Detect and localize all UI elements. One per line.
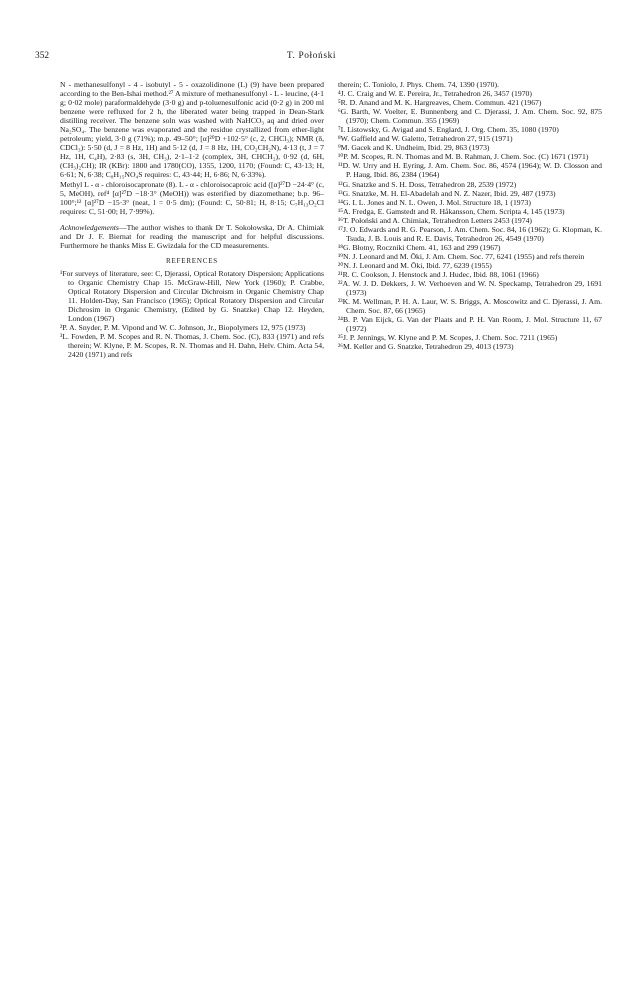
reference-item: ¹⁵A. Fredga, E. Gamstedt and R. Håkansson, Chem. Scripta 4, 145 (1973) <box>338 206 565 216</box>
experimental-paragraph-oxazolidinone: N - methanesulfonyl - 4 - isobutyl - 5 - oxazolidinone (L) (9) have been prepared according to the Ben-Ishai method.²⁷ A mixture of methanesulfonyl - L - leucine, (4·1 g; 0·02 mole) paraformaldehyde (3·0 g) and p-toluenesulfonic acid (0·2 g) in 200 ml benzene were refluxed for 2 h, the liberated water being trapped in Dean-Stark distilling receiver. The benzene soln was washed with NaHCO₃ aq and dried over Na₂SO₄. The benzene was evaporated and the residue crystallized from ether-light petroleum; yield, 3·0 g (71%); m.p. 49–50°; [α]²⁰D +102·5° (c, 2, CHCl₃); NMR (δ, CDCl₃): 5·50 (d, J = 8 Hz, 1H) and 5·12 (d, J = 8 Hz, 1H, CO₂CH₂N), 4·13 (t, J = 7 Hz, 1H, C₄H), 2·83 (s, 3H, CH₃), 2·1–1·2 (complex, 3H, CHCH₂), 0·92 (d, 6H, (CH₃)₂CH); IR (KBr): 1800 and 1780(CO), 1355, 1200, 1170; (Found: C, 43·13; H, 6·61; N, 6·38; C₈H₁₅NO₄S requires: C, 43·44; H, 6·86; N, 6·33%). <box>60 80 324 180</box>
reference-item: ²⁰N. J. Leonard and M. Ōki, Ibid. 77, 6239 (1955) <box>338 260 492 270</box>
experimental-paragraph-chloroisocapronate: Methyl L - α - chloroisocapronate (8). L - α - chloroisocaproic acid ([α]²⁷D −24·4° (c, 5, MeOH), ref⁴ [α]²⁷D −18·3° (MeOH)) was esterified by diazomethane; b.p. 96–100°;¹² [α]²⁷D −15·3° (neat, l = 0·5 dm); (Found: C, 50·81; H, 8·15; C₇H₁₃O₂Cl requires: C, 51·00; H, 7·99%). <box>60 179 324 216</box>
reference-item: ²¹R. C. Cookson, J. Henstock and J. Hudec, Ibid. 88, 1061 (1966) <box>338 269 539 279</box>
reference-item: ¹¹D. W. Urry and H. Eyring, J. Am. Chem. Soc. 86, 4574 (1964); W. D. Closson and P. Haug, Ibid. 86, 2384 (1964) <box>338 161 602 180</box>
reference-item: ¹⁰P. M. Scopes, R. N. Thomas and M. B. Rahman, J. Chem. Soc. (C) 1671 (1971) <box>338 152 589 162</box>
acknowledgements <box>60 223 324 250</box>
reference-item: ⁷I. Listowsky, G. Avigad and S. Englard, J. Org. Chem. 35, 1080 (1970) <box>338 125 559 135</box>
reference-item: ¹²G. Snatzke and S. H. Doss, Tetrahedron 28, 2539 (1972) <box>338 179 517 189</box>
reference-item: ¹⁹N. J. Leonard and M. Ōki, J. Am. Chem. Soc. 77, 6241 (1955) and refs therein <box>338 251 585 261</box>
reference-item: ⁶G. Barth, W. Voelter, E. Bunnenberg and C. Djerassi, J. Am. Chem. Soc. 92, 875 (1970); Chem. Commun. 355 (1969) <box>338 107 602 126</box>
right-column <box>338 80 602 351</box>
reference-item: ¹⁶T. Połoński and A. Chimiak, Tetrahedron Letters 2453 (1974) <box>338 215 532 225</box>
reference-item: ¹⁷J. O. Edwards and R. G. Pearson, J. Am. Chem. Soc. 84, 16 (1962); G. Klopman, K. Tsuda, J. B. Louis and R. E. Davis, Tetrahedron 26, 4549 (1970) <box>338 224 602 243</box>
reference-item: ¹For surveys of literature, see: C, Djerassi, Optical Rotatory Dispersion; Applications to Organic Chemistry Chap 15. McGraw-Hill, New York (1960); P. Crabbe, Optical Rotatory Dispersion and Circular Dichroism in Organic Chemistry Chap 11. Holden-Day, San Francisco (1965); Optical Rotatory Dispersion and Circular Dichrosim in Organic Chemistry, (Edited by G. Snatzke) Chap 12. Heyden, London (1967) <box>60 268 324 324</box>
left-column <box>60 80 324 359</box>
reference-item: therein; C. Toniolo, J. Phys. Chem. 74, 1390 (1970). <box>338 80 499 89</box>
acknowledgements-text: —The author wishes to thank Dr T. Sokołowska, Dr A. Chimiak and Dr J. F. Biernat for reading the manuscript and for helpful discussions. Furthermore he thanks Miss E. Gwizdała for the CD measurements. <box>60 222 324 250</box>
references-heading: REFERENCES <box>166 256 218 265</box>
acknowledgements-label: Acknowledgements <box>60 222 119 232</box>
references-list-left <box>60 269 324 359</box>
reference-item: ¹³G. Snatzke, M. H. El-Abadelah and N. Z. Nazer, Ibid. 29, 487 (1973) <box>338 188 556 198</box>
page-header <box>35 51 588 65</box>
reference-item: ²⁶M. Keller and G. Snatzke, Tetrahedron 29, 4013 (1973) <box>338 342 514 352</box>
reference-item: ²P. A. Snyder, P. M. Vipond and W. C. Johnson, Jr., Biopolymers 12, 975 (1973) <box>60 323 306 333</box>
reference-item: ⁸W. Gaffield and W. Galetto, Tetrahedron 27, 915 (1971) <box>338 134 513 144</box>
page-number: 352 <box>35 51 50 61</box>
reference-item: ²⁵J. P. Jennings, W. Klyne and P. M. Scopes, J. Chem. Soc. 7211 (1965) <box>338 333 558 343</box>
reference-item: ⁵R. D. Anand and M. K. Hargreaves, Chem. Commun. 421 (1967) <box>338 98 542 108</box>
reference-item: ²³K. M. Wellman, P. H. A. Laur, W. S. Briggs, A. Moscowitz and C. Djerassi, J. Am. Chem. Soc. 87, 66 (1965) <box>338 297 602 316</box>
reference-item: ²⁴B. P. Van Eijck, G. Van der Plaats and P. H. Van Room, J. Mol. Structure 11, 67 (1972) <box>338 315 602 334</box>
reference-item: ³L. Fowden, P. M. Scopes and R. N. Thomas, J. Chem. Soc. (C), 833 (1971) and refs therein; W. Klyne, P. M. Scopes, R. N. Thomas and H. Dahn, Helv. Chim. Acta 54, 2420 (1971) and refs <box>60 332 324 360</box>
reference-item: ⁹M. Gacek and K. Undheim, Ibid. 29, 863 (1973) <box>338 143 490 153</box>
references-list-right <box>338 80 602 351</box>
reference-item: ¹⁴G. I. L. Jones and N. L. Owen, J. Mol. Structure 18, 1 (1973) <box>338 197 531 207</box>
running-head: T. Połoński <box>286 51 337 61</box>
reference-item: ⁴J. C. Craig and W. E. Pereira, Jr., Tetrahedron 26, 3457 (1970) <box>338 89 532 99</box>
reference-item: ²²A. W. J. D. Dekkers, J. W. Verhoeven and W. N. Speckamp, Tetrahedron 29, 1691 (1973) <box>338 279 602 298</box>
reference-item: ¹⁸G. Błotny, Roczniki Chem. 41, 163 and 299 (1967) <box>338 242 501 252</box>
